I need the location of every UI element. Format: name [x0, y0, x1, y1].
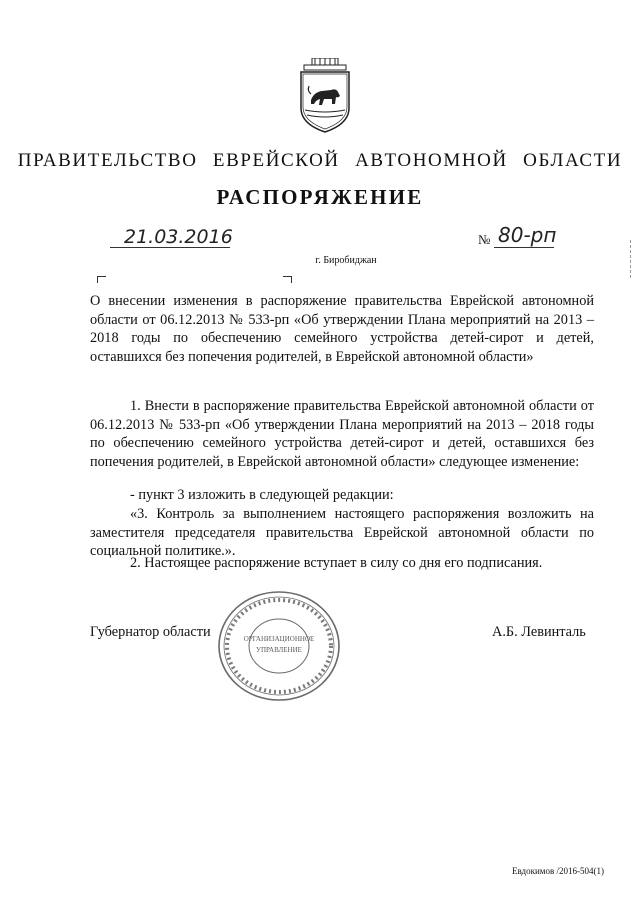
body-paragraph-1: 1. Внести в распоряжение правительства Еврейской автономной области от 06.12.2013 № 533-рп «Об утверждении Плана мероприятий на 2013 – 2018 годы по обеспечению семейного устройства детей-сирот и детей, оставшихся без попечения родителей, в Еврейской автономной области» следующее изменение:: [90, 398, 594, 470]
city-line: г. Биробиджан: [315, 255, 377, 266]
number-underline: [494, 247, 554, 248]
executor-footer: Евдокимов /2016-504(1): [512, 866, 604, 876]
scan-edge-mark: [630, 240, 632, 278]
round-seal-icon: [215, 589, 343, 703]
document-date: 21.03.2016: [124, 226, 233, 248]
coat-of-arms-tiger-icon: [298, 58, 352, 134]
document-number: 80-рп: [498, 223, 557, 247]
signer-title: Губернатор области: [90, 624, 211, 640]
date-underline: [110, 247, 230, 248]
heading-corner-left: [97, 276, 106, 283]
heading-corner-right: [283, 276, 292, 283]
document-type: РАСПОРЯЖЕНИЕ: [216, 185, 424, 209]
document-heading: О внесении изменения в распоряжение правительства Еврейской автономной области от 06.12.2013 № 533-рп «Об утверждении Плана мероприятий на 2013 – 2018 годы по обеспечению семейного устройства детей-сирот и детей, оставшихся без попечения родителей, в Еврейской автономной области»: [90, 293, 594, 365]
svg-text:ОРГАНИЗАЦИОННОЕ: ОРГАНИЗАЦИОННОЕ: [243, 635, 315, 643]
body-paragraph-3: «3. Контроль за выполнением настоящего распоряжения возложить на заместителя председателя правительства Еврейской автономной области по социальной политике.».: [90, 506, 594, 559]
body-paragraph-4: 2. Настоящее распоряжение вступает в силу со дня его подписания.: [130, 555, 543, 571]
government-title: ПРАВИТЕЛЬСТВО ЕВРЕЙСКОЙ АВТОНОМНОЙ ОБЛАСТИ: [17, 150, 623, 171]
body-paragraph-2: - пункт 3 изложить в следующей редакции:: [130, 487, 394, 503]
signer-name: А.Б. Левинталь: [492, 624, 586, 640]
number-label: №: [478, 232, 491, 247]
svg-text:УПРАВЛЕНИЕ: УПРАВЛЕНИЕ: [256, 646, 302, 654]
